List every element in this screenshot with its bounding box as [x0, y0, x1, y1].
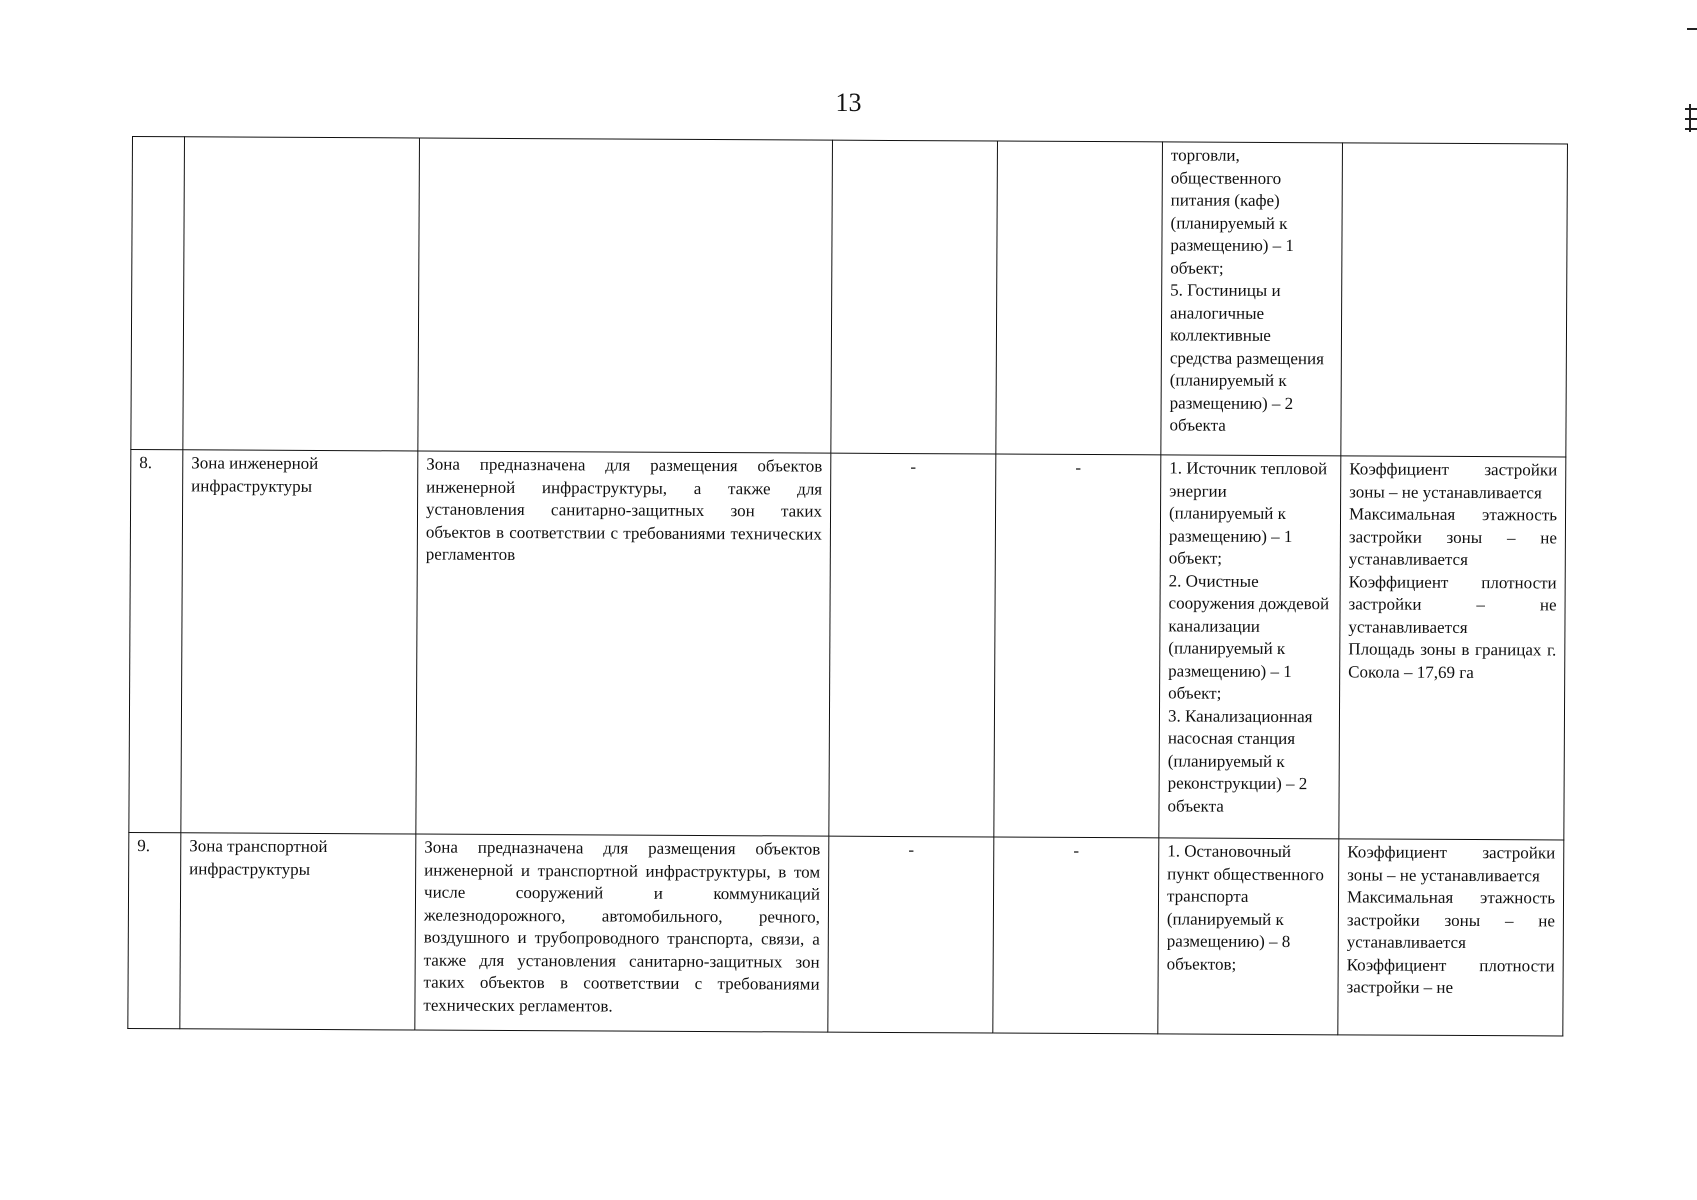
planned-object-item: 1. Источник тепловой энергии (планируемый к размещению) – 1 объект; [1168, 458, 1328, 568]
column-a-value: - [829, 453, 996, 837]
parameter-item: Максимальная этажность застройки зоны – не устанавливается [1348, 504, 1558, 570]
parameter-item: Площадь зоны в границах г. Сокола – 17,69 га [1348, 639, 1557, 682]
planned-objects [1161, 142, 1343, 456]
zone-description: Зона предназначена для размещения объектов инженерной и транспортной инфраструктуры, в том числе сооружений и коммуникаций железнодорожного, автомобильного, речного, воздушного и трубопроводного транспорта, связи, а также для установления санитарно-защитных зон таких объектов в соответствии с требованиями технических регламентов. [415, 834, 829, 1032]
row-number: 8. [129, 449, 183, 832]
zone-parameters [1338, 839, 1564, 1036]
zones-table [127, 136, 1568, 1037]
parameter-item: Коэффициент плотности застройки – не [1346, 954, 1555, 997]
parameter-item: Коэффициент застройки зоны – не устанавливается [1347, 842, 1556, 885]
column-b-value [996, 141, 1163, 455]
scan-edge-mark [1687, 28, 1697, 30]
planned-object-item: 5. Гостиницы и аналогичные коллективные средства размещения (планируемый к размещению) – 2 объекта [1169, 280, 1324, 435]
page-number: 13 [835, 88, 862, 117]
scan-edge-mark [1685, 118, 1697, 120]
planned-objects [1159, 455, 1341, 839]
column-b-value: - [993, 837, 1159, 1034]
row-number [131, 137, 185, 450]
parameter-item: Коэффициент застройки зоны – не устанавливается [1349, 459, 1558, 502]
planned-object-item: 2. Очистные сооружения дождевой канализации (планируемый к размещению) – 1 объект; [1168, 570, 1330, 703]
planned-object-item: 1. Остановочный пункт общественного транспорта (планируемый к размещению) – 8 объектов; [1166, 841, 1325, 974]
planned-object-item: 3. Канализационная насосная станция (планируемый к реконструкции) – 2 объекта [1167, 705, 1313, 816]
zone-parameters [1341, 143, 1568, 457]
zone-name: Зона инженерной инфраструктуры [181, 450, 418, 834]
table-row [129, 449, 1566, 840]
zone-parameters [1339, 456, 1566, 840]
zone-description: Зона предназначена для размещения объектов инженерной инфраструктуры, а также для установления санитарно-защитных зон таких объектов в соответствии с требованиями технических регламентов [416, 451, 831, 836]
column-a-value: - [828, 836, 994, 1033]
zone-name [183, 137, 420, 451]
zone-name: Зона транспортной инфраструктуры [180, 833, 416, 1030]
planned-objects [1158, 838, 1339, 1035]
parameter-item: Максимальная этажность застройки зоны – не устанавливается [1346, 887, 1556, 952]
scan-edge-mark [1685, 128, 1697, 130]
column-b-value: - [994, 454, 1161, 838]
zone-description [418, 138, 833, 453]
planned-object-item: торговли, общественного питания (кафе) (планируемый к размещению) – 1 объект; [1170, 145, 1295, 278]
scan-edge-mark [1685, 108, 1697, 110]
row-number: 9. [128, 832, 181, 1028]
column-a-value [831, 140, 998, 454]
parameter-item: Коэффициент плотности застройки – не устанавливается [1348, 571, 1557, 637]
table-row [128, 832, 1564, 1036]
table-row [131, 137, 1568, 458]
scan-edge-mark [1689, 104, 1691, 132]
